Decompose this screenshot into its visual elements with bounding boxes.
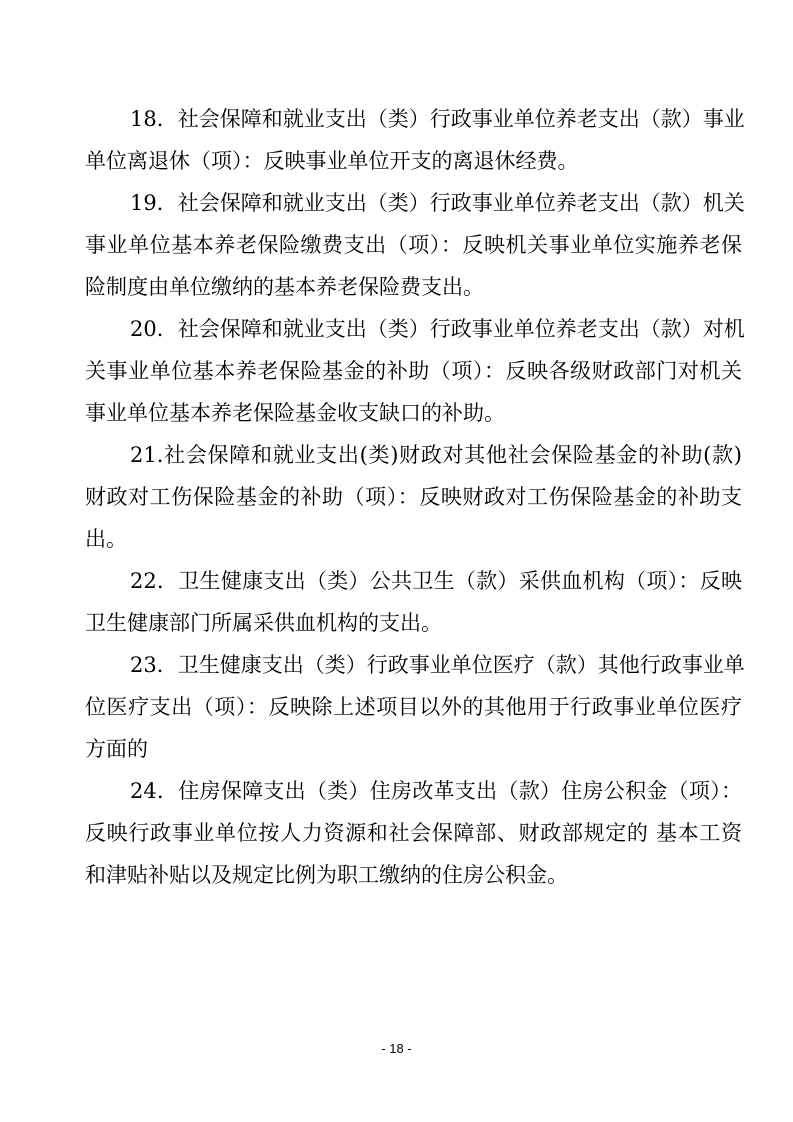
item-18-line-1: 18．社会保障和就业支出（类）行政事业单位养老支出（款）事业 <box>130 107 745 131</box>
item-20-line-2: 关事业单位基本养老保险基金的补助（项）：反映各级财政部门对机关 <box>85 359 742 383</box>
item-21-line-1: 21.社会保障和就业支出(类)财政对其他社会保险基金的补助(款) <box>130 443 742 467</box>
item-24-line-1: 24．住房保障支出（类）住房改革支出（款）住房公积金（项）： <box>130 779 742 803</box>
item-22-line-2: 卫生健康部门所属采供血机构的支出。 <box>85 611 442 635</box>
page-number: - 18 - <box>381 1041 412 1056</box>
item-19-line-3: 险制度由单位缴纳的基本养老保险费支出。 <box>85 275 484 299</box>
item-19-line-2: 事业单位基本养老保险缴费支出（项）：反映机关事业单位实施养老保 <box>85 233 742 257</box>
item-24-line-3: 和津贴补贴以及规定比例为职工缴纳的住房公积金。 <box>85 863 568 887</box>
item-21-line-2: 财政对工伤保险基金的补助（项）：反映财政对工伤保险基金的补助支 <box>85 485 742 509</box>
item-22-line-1: 22．卫生健康支出（类）公共卫生（款）采供血机构（项）：反映 <box>130 569 742 593</box>
item-23-line-2: 位医疗支出（项）：反映除上述项目以外的其他用于行政事业单位医疗 <box>85 695 742 719</box>
item-23-line-3: 方面的 <box>85 737 148 761</box>
item-20-line-1: 20．社会保障和就业支出（类）行政事业单位养老支出（款）对机 <box>130 317 745 341</box>
item-19-line-1: 19．社会保障和就业支出（类）行政事业单位养老支出（款）机关 <box>130 191 745 215</box>
item-20-line-3: 事业单位基本养老保险基金收支缺口的补助。 <box>85 401 505 425</box>
item-21-line-3: 出。 <box>85 527 127 551</box>
item-24-line-2: 反映行政事业单位按人力资源和社会保障部、财政部规定的 基本工资 <box>85 821 742 845</box>
item-23-line-1: 23．卫生健康支出（类）行政事业单位医疗（款）其他行政事业单 <box>130 653 745 677</box>
item-18-line-2: 单位离退休（项）：反映事业单位开支的离退休经费。 <box>85 149 579 173</box>
